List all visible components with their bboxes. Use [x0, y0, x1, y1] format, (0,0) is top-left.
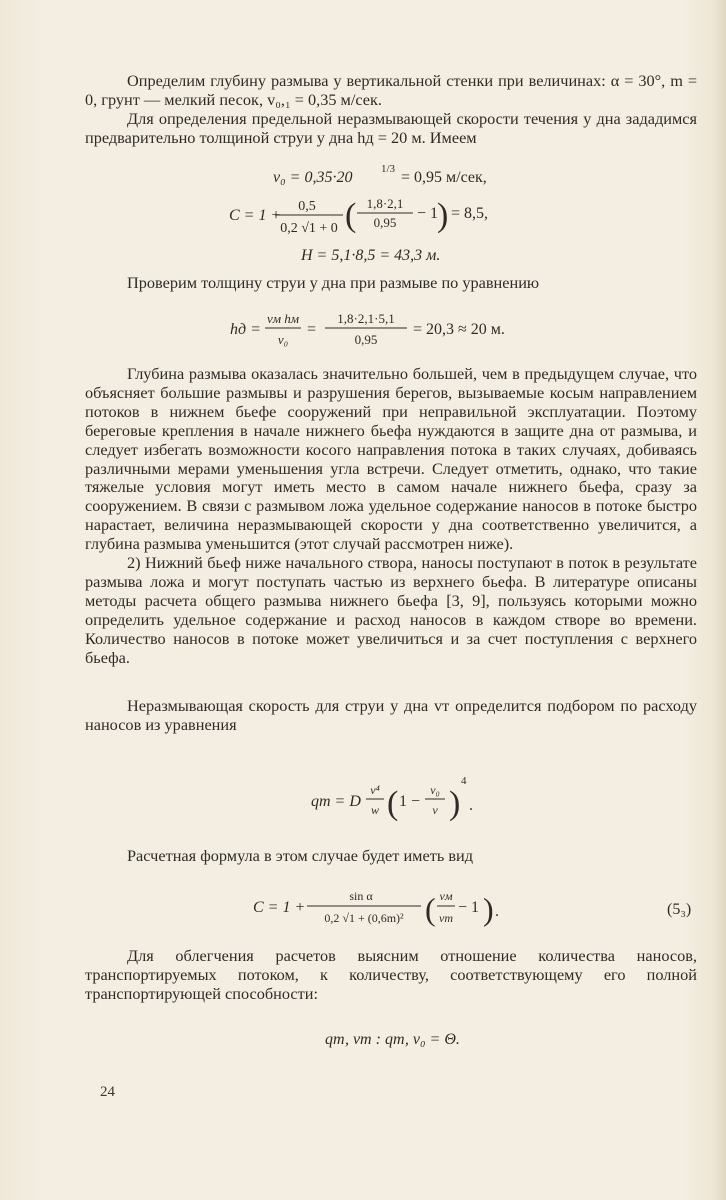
c2-numerator: sin α	[349, 889, 373, 903]
c-inner-numerator: 1,8·2,1	[366, 196, 404, 211]
hd-numerator-2: 1,8·2,1·5,1	[337, 311, 395, 326]
c-result: = 8,5,	[451, 205, 489, 222]
c2-denominator: 0,2 √1 + (0,6m)²	[324, 911, 404, 925]
paragraph-p1: Определим глубину размыва у вертикальной стенки при величинах: α = 30°, m = 0, грунт — мелкий песок, v₀,₁ = 0,35 м/сек.	[85, 71, 697, 109]
formula-block-1	[85, 160, 697, 268]
formula-block-2	[85, 306, 697, 352]
v0-exponent: 1/3	[381, 163, 396, 175]
hd-lhs: hд =	[230, 321, 261, 338]
paragraph-p3: Проверим толщину струи у дна при размыве по уравнению	[127, 273, 540, 292]
h-line: H = 5,1·8,5 = 43,3 м.	[301, 247, 441, 264]
text-block-3	[85, 365, 697, 668]
c2-paren-numerator: vм	[439, 889, 453, 903]
c2-paren-rest: − 1	[458, 899, 480, 916]
q-period: .	[469, 797, 473, 814]
hd-denominator-1: v₀	[277, 332, 289, 347]
hd-numerator-1: vм hм	[266, 311, 300, 326]
c-paren-left: (	[345, 197, 357, 234]
c-denominator: 0,2 √1 + 0	[280, 221, 338, 236]
c-inner-rest: − 1	[417, 205, 439, 222]
hd-equals: =	[307, 321, 317, 338]
paragraph-p8: Для облегчения расчетов выясним отношение количества наносов, транспортируемых потоком, к количеству, соответствующему его полной транспортирующей способности:	[85, 946, 697, 1003]
c-numerator: 0,5	[298, 199, 316, 214]
c2-paren-denominator: vт	[439, 911, 453, 925]
c-lhs: C = 1 +	[229, 207, 282, 224]
c2-paren-left: (	[425, 891, 436, 927]
c2-paren-right: )	[483, 891, 494, 927]
formula-block-5	[85, 1024, 697, 1056]
q-paren-left: (	[387, 785, 399, 822]
text-block-2	[85, 274, 697, 293]
formula-block-4	[85, 880, 697, 932]
text-block-4	[85, 697, 697, 735]
hd-denominator-2: 0,95	[354, 332, 378, 347]
v0-lhs: v₀ = 0,35·20	[273, 169, 353, 186]
q-paren-numerator: v₀	[430, 783, 440, 797]
q-exponent: 4	[461, 775, 467, 787]
hd-result: = 20,3 ≈ 20 м.	[413, 321, 505, 338]
c2-lhs: C = 1 +	[253, 899, 306, 916]
q-fraction-denominator: w	[370, 803, 380, 817]
q-paren-right: )	[449, 785, 461, 822]
text-block-1	[85, 72, 697, 148]
paragraph-p6: Неразмывающая скорость для струи у дна vт определится подбором по расходу наносов из уравнения	[85, 696, 697, 734]
formula-block-3	[85, 770, 697, 830]
page-edge-shadow	[714, 0, 726, 1200]
q-fraction-numerator: v⁴	[370, 783, 380, 797]
page-number: 24	[100, 1084, 115, 1100]
q-lhs: qт = D	[311, 793, 361, 810]
text-block-5	[85, 847, 697, 866]
v0-rhs: = 0,95 м/сек,	[401, 169, 487, 186]
paragraph-p4: Глубина размыва оказалась значительно большей, чем в предыдущем случае, что объясняет большие размывы и разрушения берегов, вызываемые косым направлением потоков в нижнем бьефе сооружений при неправильной эксплуатации. Поэтому береговые крепления в начале нижнего бьефа нуждаются в защите дна от размыва, и следует избегать возможности косого направления потока в таких случаях, добиваясь различными мерами уменьшения угла встречи. Следует отметить, однако, что такие тяжелые условия могут иметь место в самом начале нижнего бьефа, сразу за сооружением. В связи с размывом ложа удельное содержание наносов в потоке быстро нарастает, величина неразмывающей скорости у дна соответственно увеличится, а глубина размыва уменьшится (этот случай рассмотрен ниже).	[85, 364, 697, 554]
c-paren-right: )	[437, 197, 449, 234]
theta-line: qт, vт : qт, v₀ = Θ.	[325, 1031, 460, 1048]
paragraph-p5: 2) Нижний бьеф ниже начального створа, наносы поступают в поток в результате размыва ложа и могут поступать частью из верхнего бьефа. В литературе описаны методы расчета общего размыва нижнего бьефа [3, 9], пользуясь которыми можно определить удельное содержание и расход наносов в каждом створе во времени. Количество наносов в потоке может увеличиться и за счет поступления с верхнего бьефа.	[85, 553, 697, 667]
paragraph-p2: Для определения предельной неразмывающей скорости течения у дна зададимся предварительно толщиной струи у дна hд = 20 м. Имеем	[85, 108, 697, 147]
equation-number: (5₃)	[667, 901, 692, 918]
c-inner-denominator: 0,95	[373, 215, 397, 230]
text-block-6	[85, 947, 697, 1004]
q-paren-one: 1 −	[399, 793, 421, 810]
paragraph-p7: Расчетная формула в этом случае будет иметь вид	[127, 846, 474, 865]
q-paren-denominator: v	[432, 803, 438, 817]
c2-period: .	[495, 903, 499, 920]
